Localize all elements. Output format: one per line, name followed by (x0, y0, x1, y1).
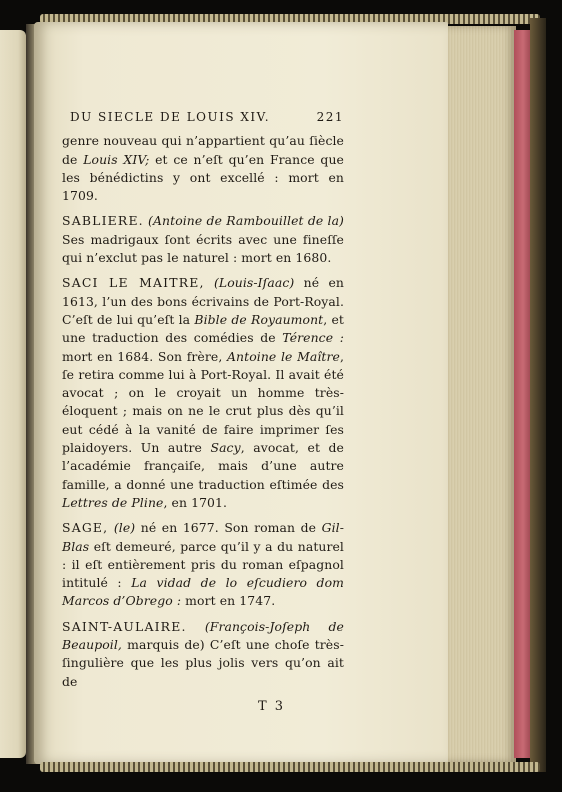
text-run: genre nouveau qui n’appartient qu’au ſiècle de (62, 133, 344, 167)
text-run: né en 1677. Son roman de (135, 520, 322, 536)
text-run: Ses madrigaux ſont écrits avec une fineſſe qui n’exclut pas le naturel : mort en 1680. (62, 231, 344, 266)
left-page-edge (0, 30, 26, 758)
italic-run: (Antoine de Rambouillet de la) (148, 213, 344, 229)
italic-run: Lettres de Pline (62, 494, 164, 510)
entry-sabliere (62, 212, 344, 267)
italic-run: La vidad de lo eſcudiero dom Marcos d’Obrego : (62, 575, 344, 609)
italic-run: Louis XIV; (83, 151, 150, 167)
text-run: né en 1613, l’un des bons écrivains de Port-Royal. C’eſt de lui qu’eſt la (62, 275, 344, 327)
bottom-binding-band (40, 762, 540, 772)
italic-run: Térence : (282, 330, 344, 346)
signature-mark: T 3 (258, 698, 286, 714)
running-head-title: DU SIECLE DE LOUIS XIV. (70, 110, 271, 124)
italic-run: Bible de Royaumont (194, 311, 324, 327)
text-run: , et une traduction des comédies de (62, 311, 344, 346)
italic-run: Sacy (210, 440, 241, 456)
text-run: mort en 1684. Son frère, (62, 348, 227, 364)
italic-run: (François-Joſeph de Beaupoil, (62, 618, 344, 653)
text-run: eſt demeuré, parce qu’il y a du naturel : il eſt entièrement pris du roman eſpagnol intitulé : (62, 538, 344, 591)
text-run: , avocat, et de l’académie françaiſe, mais d’une autre famille, a donné une traduction eſtimée des (62, 440, 344, 492)
entry-name: SAINT-AULAIRE. (62, 618, 187, 634)
page-number: 221 (316, 110, 344, 124)
page-fore-edge (448, 26, 516, 762)
italic-run: Antoine le Maître (226, 348, 340, 364)
entry-name: SAGE, (62, 520, 109, 536)
book-cover-edge (530, 18, 546, 772)
entry-name: SACI LE MAITRE, (62, 275, 205, 291)
entry-sage (62, 519, 344, 610)
text-run: marquis de) C’eſt une choſe très-ſingulière que les plus jolis vers qu’on ait de (62, 637, 344, 689)
paragraph-continuation (62, 132, 344, 205)
text-run: et ce n’eſt qu’en France que les bénédictins y ont excellé : mort en 1709. (62, 151, 344, 204)
running-head (70, 108, 344, 126)
page-text (62, 108, 344, 716)
italic-run: (Louis-Iſaac) (213, 275, 295, 291)
text-run: mort en 1747. (181, 593, 276, 609)
text-run: , en 1701. (163, 494, 228, 510)
italic-run: Gil-Blas (62, 520, 344, 554)
italic-run: (le) (113, 520, 136, 536)
text-run: , ſe retira comme lui à Port-Royal. Il avait été avocat ; on le croyait un homme très-éloquent ; mais on ne le crut plus dès qu’il eut cédé à la vanité de faire imprimer ſes plaidoyers. Un autre (62, 348, 344, 456)
entry-saci-le-maitre (62, 274, 344, 512)
entry-name: SABLIERE. (62, 213, 144, 229)
entry-saint-aulaire (62, 618, 344, 691)
